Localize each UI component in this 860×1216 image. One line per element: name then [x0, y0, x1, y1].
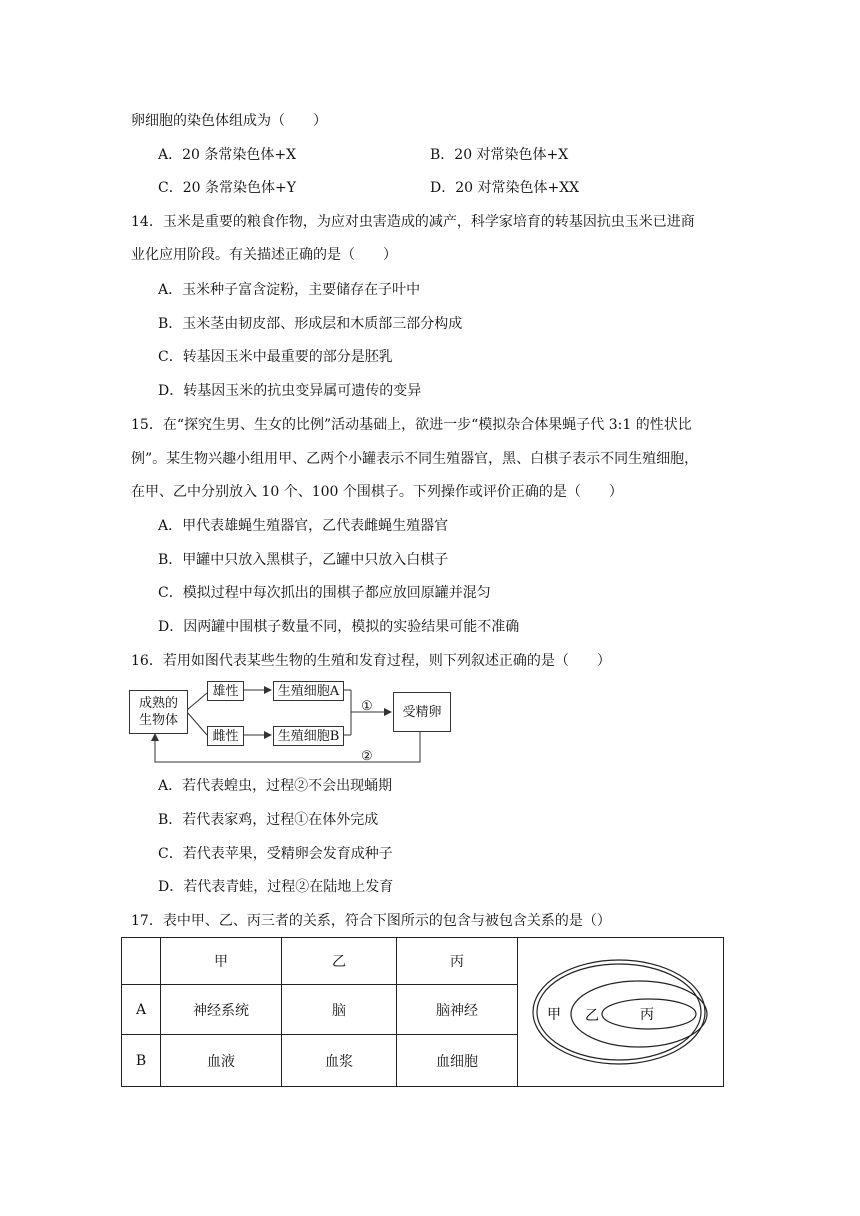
q13-stem-tail: 卵细胞的染色体组成为（ ）	[131, 113, 327, 129]
table-cell: 血细胞	[397, 1035, 518, 1087]
venn-cell	[518, 938, 724, 1087]
branch-line-male	[187, 693, 207, 710]
table-header-cell: 甲	[161, 938, 282, 985]
table-cell: 血液	[161, 1035, 282, 1087]
table-header-cell: 丙	[397, 938, 518, 985]
zygote-box: 受精卵	[393, 692, 451, 732]
table-cell: B	[122, 1035, 161, 1087]
cell-a-box: 生殖细胞A	[273, 681, 344, 701]
q15-stem-line3: 在甲、乙中分别放入 10 个、100 个围棋子。下列操作或评价正确的是（ ）	[131, 484, 623, 500]
step1-label: ①	[361, 699, 373, 714]
table-header-cell	[122, 938, 161, 985]
table-cell: 脑神经	[397, 985, 518, 1035]
q14-stem-line2: 业化应用阶段。有关描述正确的是（ ）	[131, 247, 397, 263]
cell-b-box: 生殖细胞B	[273, 726, 344, 746]
table-cell: A	[122, 985, 161, 1035]
table-header-cell: 乙	[282, 938, 397, 985]
q17-table	[121, 937, 724, 1087]
q15-option-c: C．模拟过程中每次抓出的围棋子都应放回原罐并混匀	[158, 585, 491, 601]
female-box: 雌性	[207, 726, 244, 746]
male-box: 雄性	[207, 681, 244, 701]
q15-stem-line2: 例”。某生物兴趣小组用甲、乙两个小罐表示不同生殖器官，黑、白棋子表示不同生殖细胞，	[131, 451, 699, 467]
q14-option-d: D．转基因玉米的抗虫变异属可遗传的变异	[158, 383, 422, 399]
venn-label-inner: 丙	[640, 1007, 654, 1023]
table-cell: 血浆	[282, 1035, 397, 1087]
q14-option-b: B．玉米茎由韧皮部、形成层和木质部三部分构成	[158, 316, 463, 332]
venn-label-outer: 甲	[547, 1007, 561, 1023]
table-cell: 脑	[282, 985, 397, 1035]
venn-diagram	[518, 939, 723, 1085]
step2-label: ②	[361, 749, 373, 764]
q14-stem-line1: 14．玉米是重要的粮食作物，为应对虫害造成的减产，科学家培育的转基因抗虫玉米已进商	[131, 214, 695, 230]
q15-option-b: B．甲罐中只放入黑棋子，乙罐中只放入白棋子	[158, 552, 449, 568]
q16-option-c: C．若代表苹果，受精卵会发育成种子	[158, 846, 393, 862]
q15-option-a: A．甲代表雄蝇生殖器官，乙代表雌蝇生殖器官	[158, 518, 449, 534]
q15-option-d: D．因两罐中围棋子数量不同，模拟的实验结果可能不准确	[158, 619, 520, 635]
q13-option-d: D．20 对常染色体+XX	[430, 180, 580, 196]
q16-stem-line1: 16．若用如图代表某些生物的生殖和发育过程，则下列叙述正确的是（ ）	[131, 653, 611, 669]
q17-stem-line1: 17．表中甲、乙、丙三者的关系，符合下图所示的包含与被包含关系的是（）	[131, 913, 611, 929]
venn-label-middle: 乙	[585, 1008, 599, 1024]
q16-option-a: A．若代表蝗虫，过程②不会出现蛹期	[158, 778, 393, 794]
q14-option-c: C．转基因玉米中最重要的部分是胚乳	[158, 349, 393, 365]
branch-line-female	[187, 712, 207, 735]
q16-option-b: B．若代表家鸡，过程①在体外完成	[158, 812, 379, 828]
table-cell: 神经系统	[161, 985, 282, 1035]
organism-box: 成熟的 生物体	[129, 690, 188, 734]
q15-stem-line1: 15．在“探究生男、生女的比例”活动基础上，欲进一步“模拟杂合体果蝇子代 3:1 的性状比	[131, 417, 692, 433]
q16-option-d: D．若代表青蛙，过程②在陆地上发育	[158, 879, 394, 895]
q14-option-a: A．玉米种子富含淀粉，主要储存在子叶中	[158, 282, 421, 298]
q13-option-c: C．20 条常染色体+Y	[158, 180, 296, 196]
q13-option-b: B．20 对常染色体+X	[430, 147, 569, 163]
q13-option-a: A．20 条常染色体+X	[158, 147, 297, 163]
